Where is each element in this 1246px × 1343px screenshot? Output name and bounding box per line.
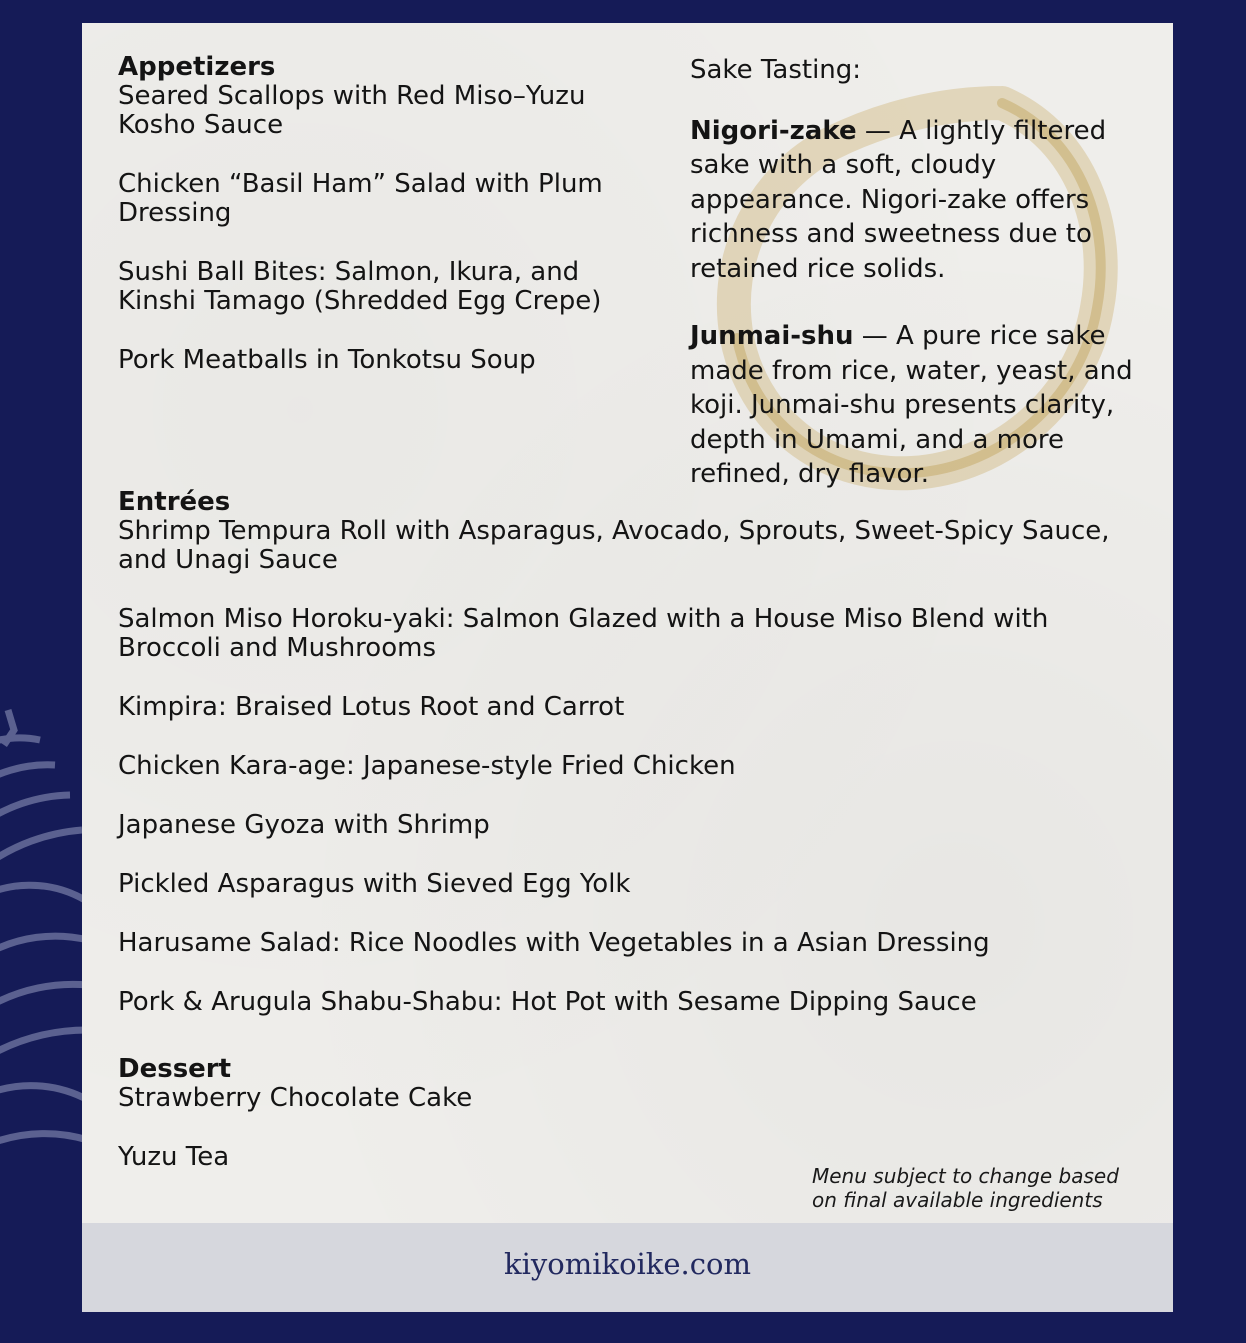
- menu-item: Salmon Miso Horoku-yaki: Salmon Glazed with a House Miso Blend with Broccoli and Mushrooms: [118, 604, 1049, 663]
- menu-item: Yuzu Tea: [118, 1142, 230, 1172]
- sake-name: Junmai-shu: [690, 321, 854, 351]
- seigaiha-wave-pattern: [0, 700, 90, 1220]
- appetizers-heading: Appetizers: [118, 52, 276, 82]
- menu-item: Pork Meatballs in Tonkotsu Soup: [118, 345, 536, 375]
- note-line: on final available ingredients: [812, 1188, 1103, 1212]
- sake-tasting-heading: Sake Tasting:: [690, 55, 862, 85]
- menu-item: Chicken “Basil Ham” Salad with Plum Dressing: [118, 169, 603, 228]
- sake-tasting-section: [690, 53, 1145, 525]
- menu-item: Pickled Asparagus with Sieved Egg Yolk: [118, 869, 631, 899]
- dessert-heading: Dessert: [118, 1054, 232, 1084]
- sake-description: — A pure rice sake made from rice, water, yeast, and koji. Junmai-shu presents clarity, depth in Umami, and a more refined, dry flavor.: [690, 321, 1133, 489]
- menu-item: Sushi Ball Bites: Salmon, Ikura, and Kinshi Tamago (Shredded Egg Crepe): [118, 257, 602, 316]
- website-link[interactable]: kiyomikoike.com: [504, 1247, 751, 1281]
- sake-name: Nigori-zake: [690, 115, 857, 146]
- menu-item: Chicken Kara-age: Japanese-style Fried Chicken: [118, 751, 736, 781]
- menu-item: Seared Scallops with Red Miso–Yuzu Kosho Sauce: [118, 81, 586, 140]
- availability-note: [812, 1164, 1162, 1212]
- sake-entry: [690, 114, 1145, 287]
- menu-item: Kimpira: Braised Lotus Root and Carrot: [118, 692, 625, 722]
- menu-item: Pork & Arugula Shabu-Shabu: Hot Pot with Sesame Dipping Sauce: [118, 987, 977, 1017]
- menu-item: Strawberry Chocolate Cake: [118, 1083, 473, 1113]
- menu-card: [82, 23, 1173, 1312]
- menu-item: Japanese Gyoza with Shrimp: [118, 810, 490, 840]
- sake-description: — A lightly filtered sake with a soft, cloudy appearance. Nigori-zake offers richness and sweetness due to retained rice solids.: [690, 115, 1107, 284]
- sake-entry: [690, 319, 1145, 492]
- menu-item: Harusame Salad: Rice Noodles with Vegetables in a Asian Dressing: [118, 928, 990, 958]
- entrees-section: [118, 488, 1148, 1017]
- entrees-heading: Entrées: [118, 487, 231, 517]
- menu-item: Shrimp Tempura Roll with Asparagus, Avocado, Sprouts, Sweet-Spicy Sauce, and Unagi Sauce: [118, 516, 1110, 575]
- dessert-section: [118, 1055, 718, 1172]
- note-line: Menu subject to change based: [812, 1164, 1119, 1188]
- appetizers-section: [118, 53, 663, 375]
